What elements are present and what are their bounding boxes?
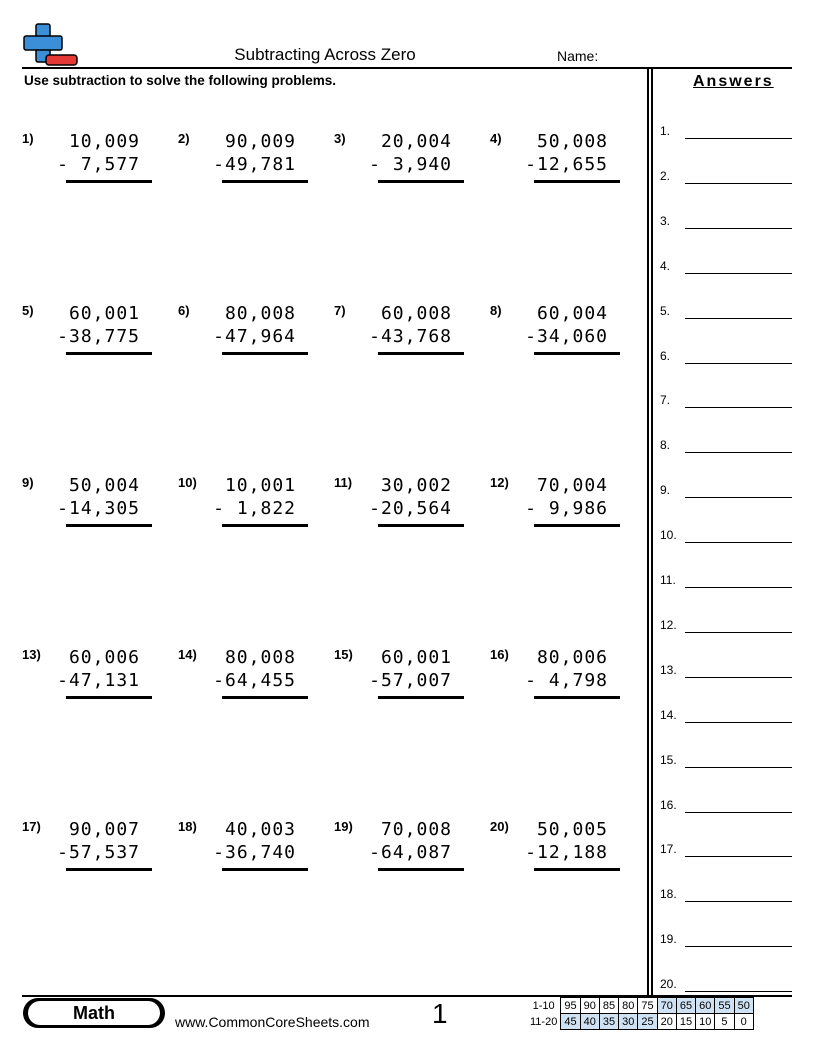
subtrahend: -43,768: [369, 326, 452, 347]
answer-slot[interactable]: [660, 438, 792, 458]
problem-number: 6): [178, 303, 190, 318]
answer-slot[interactable]: [660, 887, 792, 907]
problem: [490, 303, 620, 363]
subtrahend: - 7,577: [57, 154, 140, 175]
minuend: 80,006: [536, 647, 608, 668]
minuend: 50,005: [536, 819, 608, 840]
answer-number: 20.: [660, 977, 677, 992]
problem: [178, 647, 308, 707]
answer-slot[interactable]: [660, 842, 792, 862]
answer-slot[interactable]: [660, 169, 792, 189]
answer-number: 16.: [660, 797, 677, 812]
subtrahend: -47,964: [213, 326, 296, 347]
score-cell: 25: [638, 1014, 657, 1030]
answer-slot[interactable]: [660, 708, 792, 728]
subtrahend: -49,781: [213, 154, 296, 175]
score-cell: 55: [715, 998, 734, 1014]
answer-slot[interactable]: [660, 663, 792, 683]
answer-slot[interactable]: [660, 214, 792, 234]
answer-line[interactable]: [685, 183, 792, 184]
minuend: 50,004: [68, 475, 140, 496]
problem: [334, 303, 464, 363]
answer-bar: [378, 180, 464, 183]
minuend: 10,001: [224, 475, 296, 496]
minuend: 60,001: [380, 647, 452, 668]
answer-number: 19.: [660, 932, 677, 947]
answer-bar: [66, 696, 152, 699]
subject-label: Math: [28, 1001, 160, 1025]
score-cell: 75: [638, 998, 657, 1014]
answer-number: 1.: [660, 124, 671, 138]
answer-slot[interactable]: [660, 259, 792, 279]
problem-number: 4): [490, 131, 502, 146]
name-label: Name:: [557, 48, 599, 64]
score-cell: 10: [696, 1014, 715, 1030]
problem: [178, 475, 308, 535]
answer-line[interactable]: [685, 856, 792, 857]
score-cell: 50: [734, 998, 753, 1014]
answer-slot[interactable]: [660, 349, 792, 369]
minuend: 50,008: [536, 131, 608, 152]
answer-line[interactable]: [685, 901, 792, 902]
score-range-label: 11-20: [530, 1015, 558, 1028]
problem-number: 18): [178, 819, 197, 834]
subtrahend: - 9,986: [525, 498, 608, 519]
problem: [178, 131, 308, 191]
minuend: 60,001: [68, 303, 140, 324]
problem-number: 17): [22, 819, 41, 834]
minuend: 20,004: [380, 131, 452, 152]
problem: [490, 131, 620, 191]
minuend: 90,007: [68, 819, 140, 840]
problem: [22, 475, 152, 535]
answer-slot[interactable]: [660, 573, 792, 593]
problem-number: 1): [22, 131, 34, 146]
subtrahend: -38,775: [57, 326, 140, 347]
problem-number: 8): [490, 303, 502, 318]
problem: [22, 647, 152, 707]
problem: [22, 819, 152, 879]
score-cell: 70: [657, 998, 676, 1014]
answer-number: 9.: [660, 483, 671, 498]
answer-bar: [66, 868, 152, 871]
answer-number: 14.: [660, 707, 677, 722]
answer-bar: [534, 524, 620, 527]
answer-line[interactable]: [685, 363, 792, 364]
score-cell: 30: [619, 1014, 638, 1030]
minuend: 90,009: [224, 131, 296, 152]
subtrahend: - 3,940: [369, 154, 452, 175]
answers-title: Answers: [693, 73, 774, 90]
subtrahend: -64,087: [369, 842, 452, 863]
score-cell: 40: [580, 1014, 599, 1030]
answer-number: 2.: [660, 168, 671, 183]
answer-line[interactable]: [685, 318, 792, 319]
score-row: [530, 1014, 753, 1030]
minuend: 10,009: [68, 131, 140, 152]
website-text: www.CommonCoreSheets.com: [175, 1014, 370, 1030]
answer-number: 8.: [660, 438, 671, 453]
answer-slot[interactable]: [660, 798, 792, 818]
answer-bar: [378, 352, 464, 355]
subtrahend: -12,655: [525, 154, 608, 175]
problem-number: 19): [334, 819, 353, 834]
answer-slot[interactable]: [660, 528, 792, 548]
score-cell: 0: [734, 1014, 753, 1030]
answer-bar: [378, 868, 464, 871]
problem: [178, 819, 308, 879]
subtrahend: -34,060: [525, 326, 608, 347]
answer-bar: [66, 352, 152, 355]
answer-number: 18.: [660, 887, 677, 902]
problem: [490, 819, 620, 879]
answer-bar: [534, 868, 620, 871]
answer-number: 15.: [660, 752, 677, 767]
problem-number: 12): [490, 475, 509, 490]
minuend: 70,008: [380, 819, 452, 840]
subtrahend: -14,305: [57, 498, 140, 519]
answer-line[interactable]: [685, 497, 792, 498]
problem-number: 3): [334, 131, 346, 146]
answer-bar: [222, 180, 308, 183]
score-cell: 35: [599, 1014, 618, 1030]
answer-line[interactable]: [685, 407, 792, 408]
score-cell: 20: [657, 1014, 676, 1030]
problem-number: 16): [490, 647, 509, 662]
problem: [334, 475, 464, 535]
answer-line[interactable]: [685, 273, 792, 274]
answer-line[interactable]: [685, 946, 792, 947]
problem: [334, 131, 464, 191]
score-cell: 85: [599, 998, 618, 1014]
answer-bar: [378, 524, 464, 527]
answer-line[interactable]: [685, 812, 792, 813]
problem-number: 7): [334, 303, 346, 318]
problem-number: 20): [490, 819, 509, 834]
subtrahend: - 1,822: [213, 498, 296, 519]
subtrahend: -64,455: [213, 670, 296, 691]
problem: [22, 303, 152, 363]
problem: [178, 303, 308, 363]
answer-number: 17.: [660, 842, 677, 857]
answer-line[interactable]: [685, 138, 792, 139]
answer-number: 7.: [660, 393, 671, 408]
header-divider: [22, 67, 792, 69]
answer-number: 11.: [660, 573, 676, 587]
answer-number: 10.: [660, 528, 677, 543]
answer-line[interactable]: [685, 542, 792, 543]
instructions: Use subtraction to solve the following problems.: [24, 73, 337, 88]
answer-bar: [534, 696, 620, 699]
answer-bar: [66, 180, 152, 183]
common-core-sheets-logo-icon: [22, 22, 80, 68]
answers-column-divider: [647, 67, 653, 996]
problem: [334, 647, 464, 707]
minuend: 80,008: [224, 303, 296, 324]
problem-number: 13): [22, 647, 41, 662]
problem-number: 11): [334, 475, 353, 490]
answer-slot[interactable]: [660, 753, 792, 773]
answer-line[interactable]: [685, 991, 792, 992]
answer-slot[interactable]: [660, 304, 792, 324]
minuend: 40,003: [224, 819, 296, 840]
problem: [334, 819, 464, 879]
worksheet-title: Subtracting Across Zero: [234, 45, 416, 64]
problem-number: 15): [334, 647, 353, 662]
score-cell: 65: [676, 998, 695, 1014]
subtrahend: -47,131: [57, 670, 140, 691]
minuend: 80,008: [224, 647, 296, 668]
problem-number: 10): [178, 475, 197, 490]
answer-slot[interactable]: [660, 932, 792, 952]
page-number: 1: [432, 998, 448, 1029]
answer-line[interactable]: [685, 677, 792, 678]
subtrahend: -57,007: [369, 670, 452, 691]
answer-number: 12.: [660, 617, 677, 632]
minuend: 30,002: [380, 475, 452, 496]
score-cell: 5: [715, 1014, 734, 1030]
answer-slot[interactable]: [660, 618, 792, 638]
score-cell: 45: [561, 1014, 580, 1030]
answer-bar: [222, 524, 308, 527]
problem-number: 5): [22, 303, 34, 318]
answer-bar: [378, 696, 464, 699]
problem: [490, 475, 620, 535]
answer-number: 4.: [660, 258, 671, 273]
answer-slot[interactable]: [660, 393, 792, 413]
answer-bar: [534, 352, 620, 355]
minuend: 70,004: [536, 475, 608, 496]
answer-line[interactable]: [685, 228, 792, 229]
minuend: 60,006: [68, 647, 140, 668]
answer-bar: [534, 180, 620, 183]
score-range-label: 1-10: [532, 999, 555, 1012]
answer-line[interactable]: [685, 632, 792, 633]
subtrahend: -20,564: [369, 498, 452, 519]
subtrahend: -12,188: [525, 842, 608, 863]
score-row: [530, 998, 753, 1014]
score-cell: 90: [580, 998, 599, 1014]
answer-line[interactable]: [685, 722, 792, 723]
problem-number: 9): [22, 475, 34, 490]
answer-bar: [222, 868, 308, 871]
answer-bar: [222, 352, 308, 355]
problem: [490, 647, 620, 707]
subtrahend: - 4,798: [525, 670, 608, 691]
answer-slot[interactable]: [660, 483, 792, 503]
subtrahend: -57,537: [57, 842, 140, 863]
score-table: [530, 997, 754, 1030]
answer-line[interactable]: [685, 767, 792, 768]
answer-slot[interactable]: [660, 124, 792, 144]
score-cell: 95: [561, 998, 580, 1014]
answer-number: 5.: [660, 303, 671, 318]
problem-number: 14): [178, 647, 197, 662]
subtrahend: -36,740: [213, 842, 296, 863]
score-cell: 15: [676, 1014, 695, 1030]
answer-bar: [222, 696, 308, 699]
minuend: 60,008: [380, 303, 452, 324]
problem: [22, 131, 152, 191]
minuend: 60,004: [536, 303, 608, 324]
answer-number: 3.: [660, 213, 671, 228]
answer-number: 6.: [660, 348, 671, 363]
answer-bar: [66, 524, 152, 527]
score-cell: 80: [619, 998, 638, 1014]
answer-number: 13.: [660, 662, 677, 677]
score-cell: 60: [696, 998, 715, 1014]
answer-line[interactable]: [685, 452, 792, 453]
answer-line[interactable]: [685, 587, 792, 588]
problem-number: 2): [178, 131, 190, 146]
